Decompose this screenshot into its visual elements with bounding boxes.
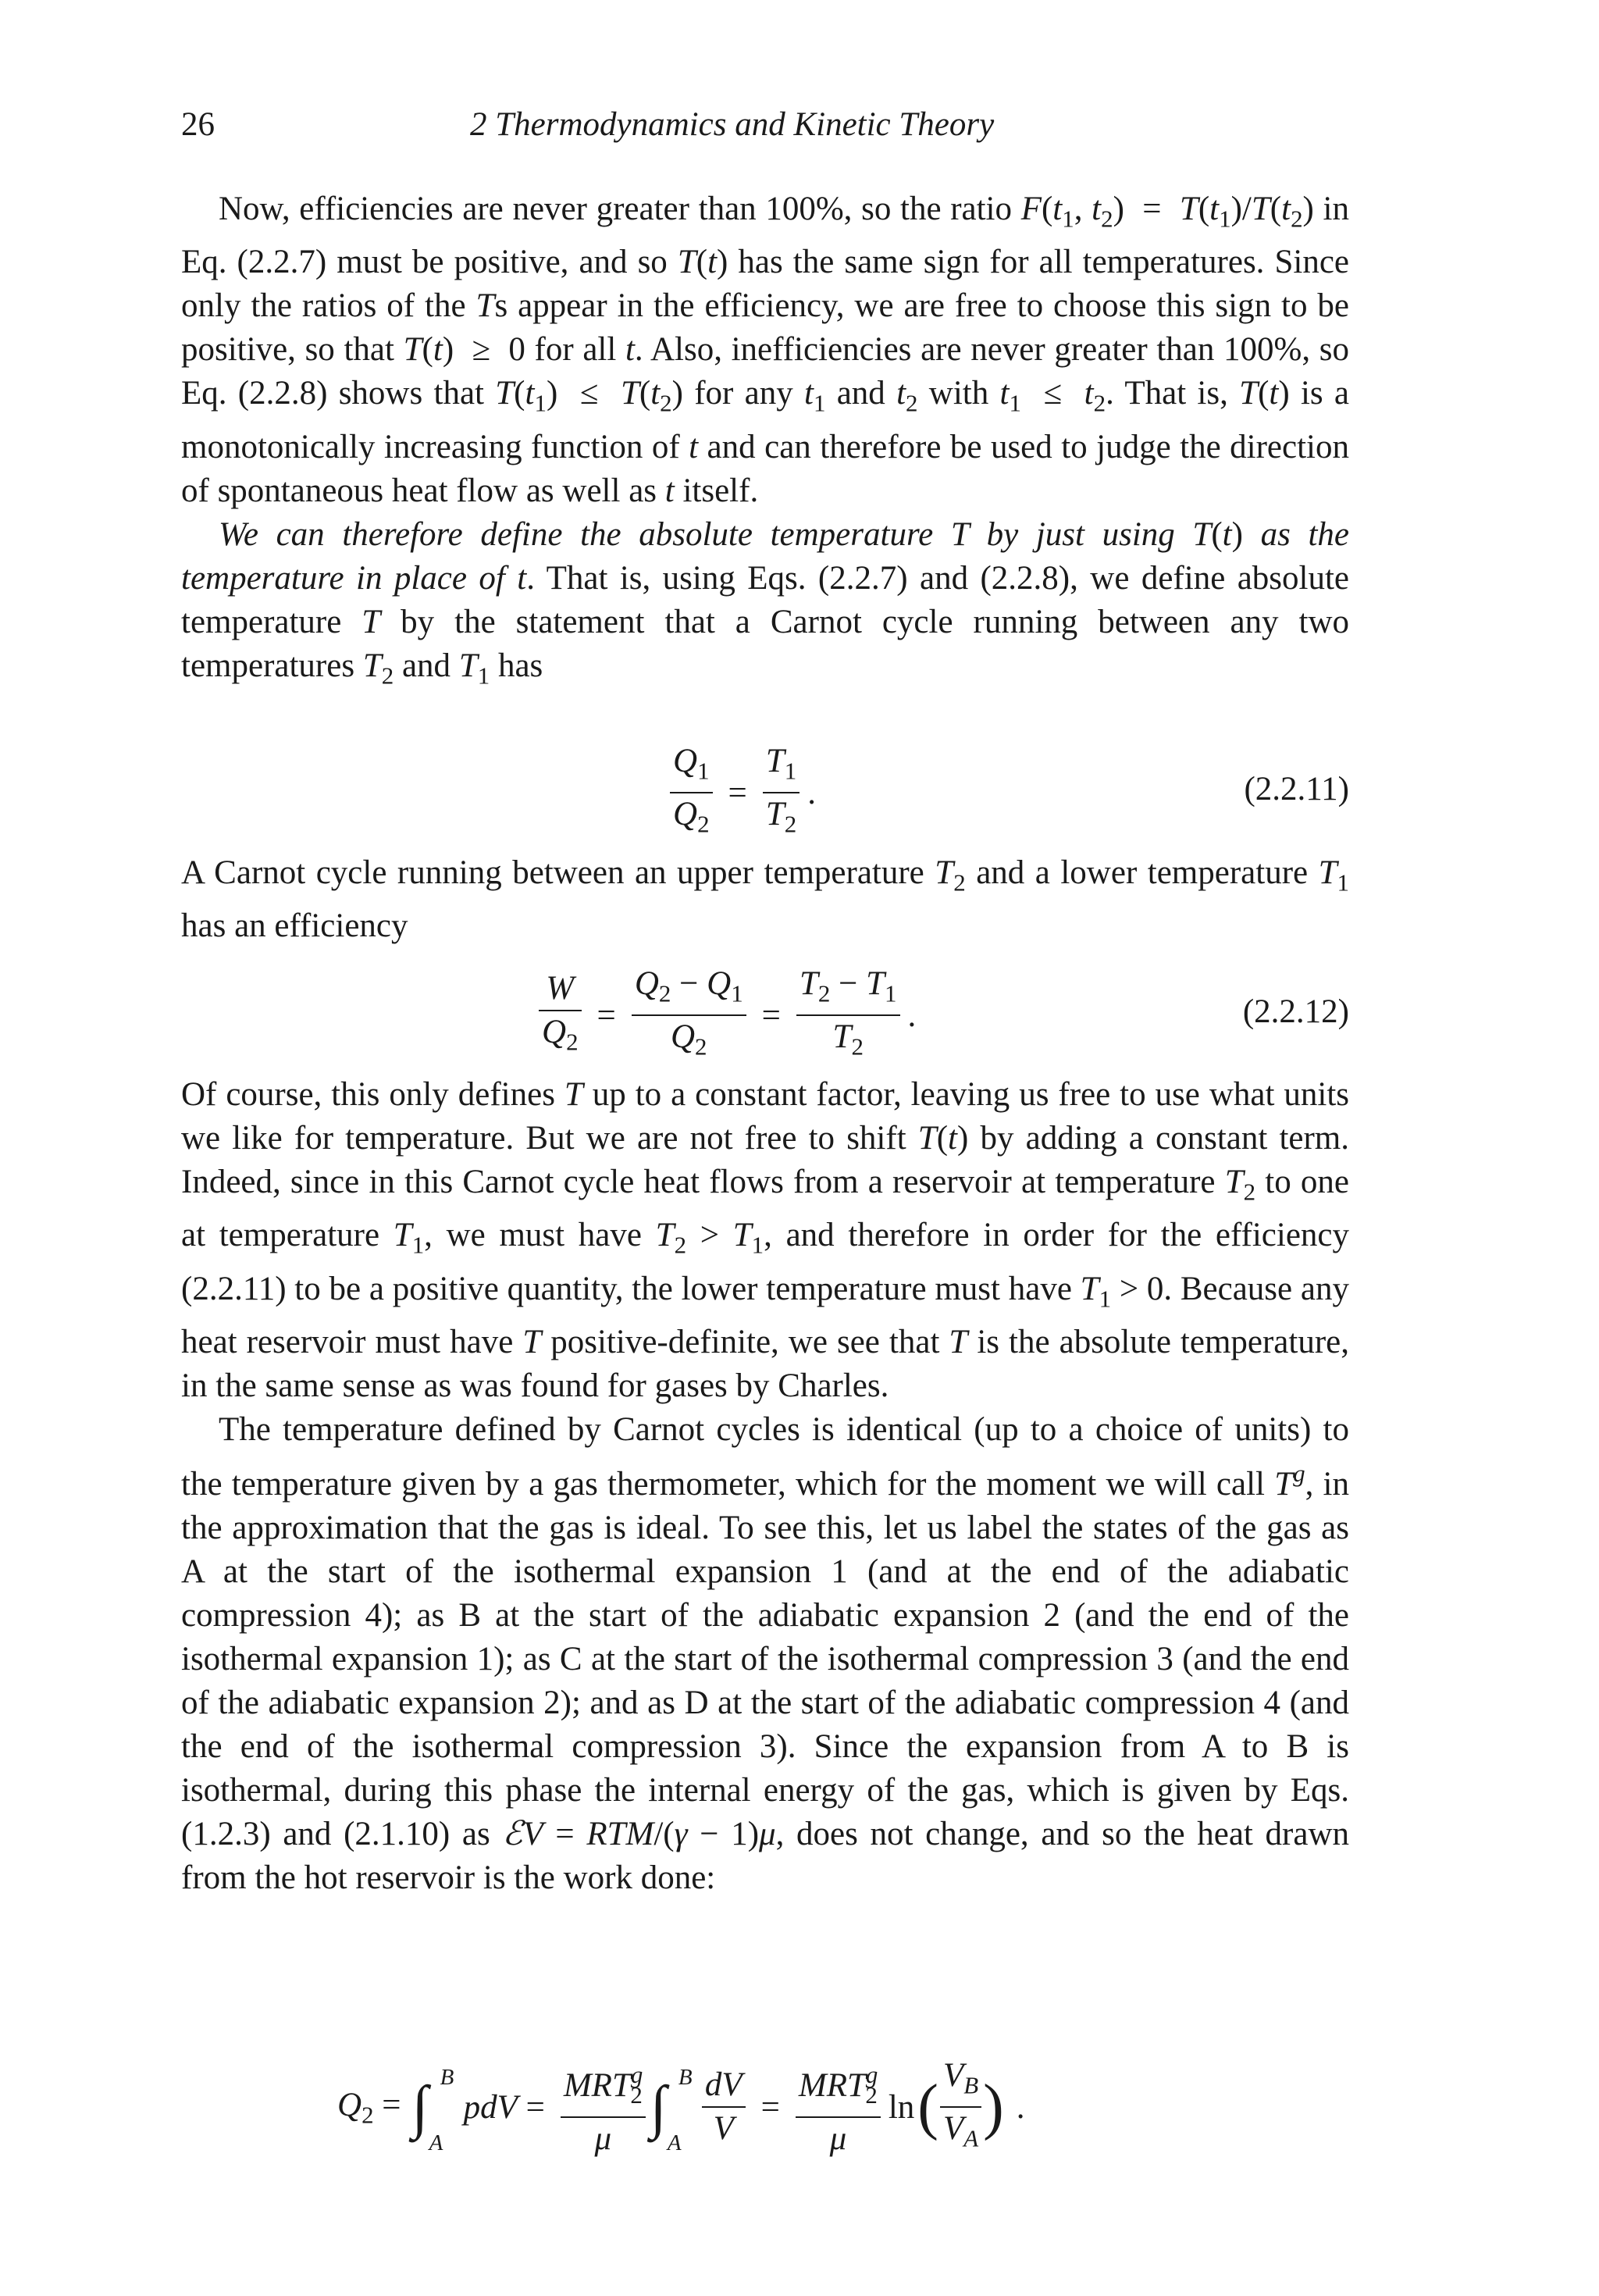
paragraph-2: We can therefore define the absolute temperature T by just using T(t) as the temperature in place of t. That is, using Eqs. (2.2.7) and (2.2.8), we define absolute temperature T by the statement that a Carnot cycle running between any two temperatures $T_2$ and $T_1$ has bbox=[181, 515, 1350, 689]
equation-number: (2.2.11) bbox=[1244, 771, 1349, 808]
text-block-3 bbox=[181, 1073, 1349, 1900]
paragraph-3: A Carnot cycle running between an upper temperature $T_2$ and a lower temperature $T_1$ has an efficiency bbox=[181, 854, 1350, 945]
book-page bbox=[181, 102, 1350, 2158]
paragraph-4: Of course, this only defines T up to a constant factor, leaving us free to use what units we like for temperature. But we are not free to shift T(t) by adding a constant term. Indeed, since in this Carnot cycle heat flows from a reservoir at temperature $T_2$ to one at temperature $T_1$, we must have $T_2 > T_1$, and therefore in order for the efficiency (2.2.11) to be a positive quantity, the lower temperature must have $T_1 > 0$. Because any heat reservoir must have T positive-definite, we see that T is the absolute temperature, in the same sense as was found for gases by Charles. bbox=[181, 1076, 1350, 1404]
integral-sign: ∫ B A bbox=[411, 2065, 454, 2156]
page-number: 26 bbox=[181, 106, 215, 143]
equation-number: (2.2.12) bbox=[1242, 993, 1349, 1030]
text-block-2 bbox=[181, 851, 1349, 948]
equation-2-2-12 bbox=[181, 963, 1349, 1064]
equation-body: $Q_2$ = ∫ B A pdV = $\frac{MRT^g_2}{\mu}$ ∫ B A $\frac{dV}{V}$ = $\frac{MRT^g_2}{\mu}$ ln( $\frac{V_B}{V_A}$ ) . bbox=[337, 2054, 1036, 2160]
paragraph-5: The temperature defined by Carnot cycles is identical (up to a choice of units) to the temperature given by a gas thermometer, which for the moment we will call $T^g$, in the approximation that the gas is ideal. To see this, let us label the states of the gas as A at the start of the isothermal expansion 1 (and at the end of the adiabatic compression 4); as B at the start of the adiabatic expansion 2 (and the end of the isothermal expansion 1); as C at the start of the isothermal compression 3 (and the end of the adiabatic expansion 2); and as D at the start of the adiabatic compression 4 (and the end of the isothermal compression 3). Since the expansion from A to B is isothermal, during this phase the internal energy of the gas, which is given by Eqs. (1.2.3) and (2.1.10) as ℰV = RTM/(γ − 1)μ, does not change, and so the heat drawn from the hot reservoir is the work done: bbox=[181, 1410, 1349, 1896]
integral-sign: ∫ B A bbox=[650, 2065, 693, 2156]
chapter-title: 2 Thermodynamics and Kinetic Theory bbox=[470, 106, 995, 143]
text-block-1 bbox=[181, 187, 1349, 697]
equation-body: $\frac{Q_1}{Q_2}$ = $\frac{T_1}{T_2}$ . bbox=[665, 740, 827, 846]
running-head bbox=[181, 102, 1349, 148]
equation-body: $\frac{W}{Q_2}$ = $\frac{Q_2 - Q_1}{Q_2}$ = $\frac{T_2 - T_1}{T_2}$ . bbox=[534, 963, 927, 1068]
equation-2-2-11 bbox=[181, 740, 1349, 842]
paragraph-1: Now, efficiencies are never greater than 100%, so the ratio $F(t_1$, $t_2) = T(t_1)/T(t_2)$ in Eq. (2.2.7) must be positive, and so T(t) has the same sign for all temperatures. Since only the ratios of the Ts appear in the efficiency, we are free to choose this sign to be positive, so that T(t) ≥ 0 for all t. Also, inefficiencies are never greater than 100%, so Eq. (2.2.8) shows that $T(t_1) \le T(t_2)$ for any $t_1$ and $t_2$ with $t_1 \le t_2$. That is, T(t) is a monotonically increasing function of t and can therefore be used to judge the direction of spontaneous heat flow as well as t itself. bbox=[181, 191, 1350, 509]
equation-heat-work bbox=[181, 2054, 1349, 2171]
